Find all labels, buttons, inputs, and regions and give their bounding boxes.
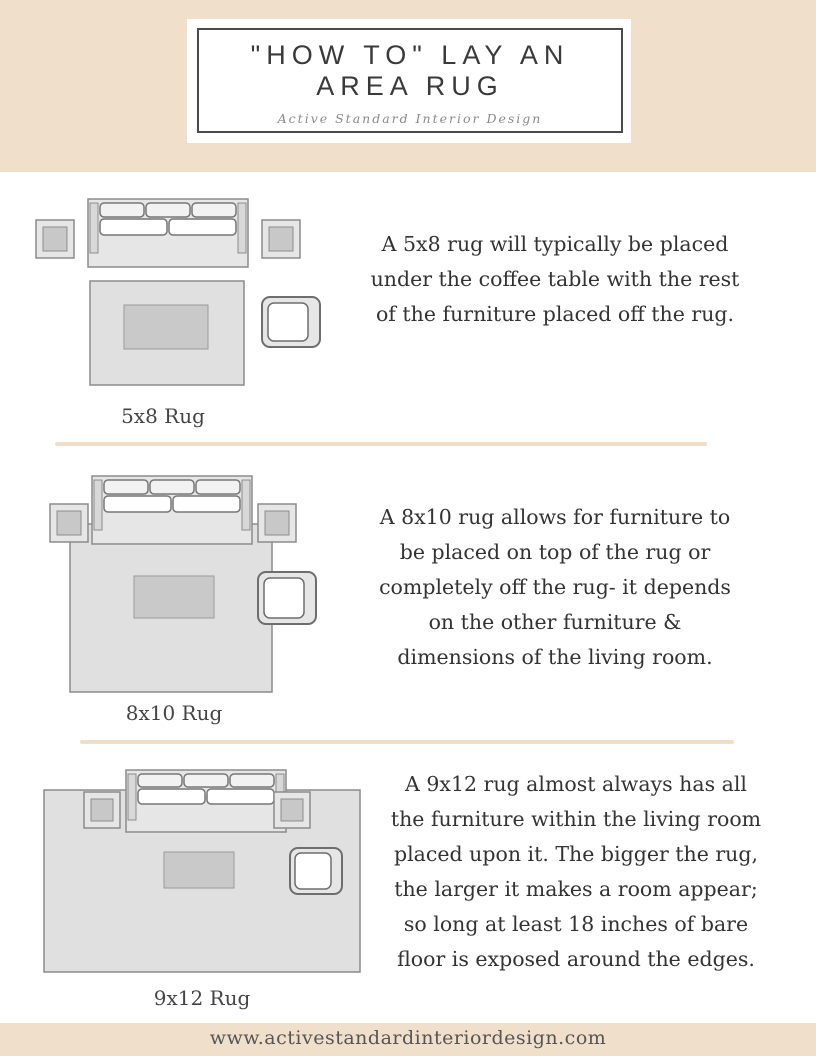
- armchair: [258, 572, 316, 624]
- end-table-right: [262, 220, 300, 258]
- end-table-right: [274, 792, 310, 828]
- coffee-table: [164, 852, 234, 888]
- title-frame: [197, 28, 623, 133]
- sofa: [88, 199, 248, 267]
- description-9x12: A 9x12 rug almost always has all the furniture within the living room placed upon it. The bigger the rug, the larger it makes a room appear; so long at least 18 inches of bare floor is exposed around the edges.: [390, 772, 762, 971]
- page-subtitle: Active Standard Interior Design: [277, 111, 543, 126]
- title-line-2: AREA RUG: [316, 71, 504, 101]
- section-divider: [80, 740, 734, 744]
- description-8x10: A 8x10 rug allows for furniture to be placed on top of the rug or completely off the rug- it depends on the other furniture & dimensions of the living room.: [379, 505, 731, 669]
- end-table-left: [36, 220, 74, 258]
- rug-diagram-5x8: [30, 195, 330, 390]
- end-table-right: [258, 504, 296, 542]
- section-divider: [55, 442, 707, 446]
- coffee-table: [134, 576, 214, 618]
- rug-diagram-9x12: [40, 766, 365, 976]
- caption-5x8: 5x8 Rug: [121, 404, 205, 428]
- page-title: [199, 40, 621, 102]
- title-card: [187, 19, 631, 143]
- armchair: [262, 297, 320, 347]
- title-line-1: "HOW TO" LAY AN: [250, 40, 570, 70]
- sofa: [126, 770, 286, 832]
- armchair: [290, 848, 342, 894]
- coffee-table: [124, 305, 208, 349]
- rug-diagram-8x10: [44, 472, 324, 697]
- caption-9x12: 9x12 Rug: [153, 986, 251, 1010]
- website-url[interactable]: www.activestandardinteriordesign.com: [209, 1027, 607, 1049]
- caption-8x10: 8x10 Rug: [125, 701, 223, 725]
- end-table-left: [84, 792, 120, 828]
- end-table-left: [50, 504, 88, 542]
- footer-band: [0, 1023, 816, 1056]
- sofa: [92, 476, 252, 544]
- description-5x8: A 5x8 rug will typically be placed under the coffee table with the rest of the furniture placed off the rug.: [370, 232, 740, 326]
